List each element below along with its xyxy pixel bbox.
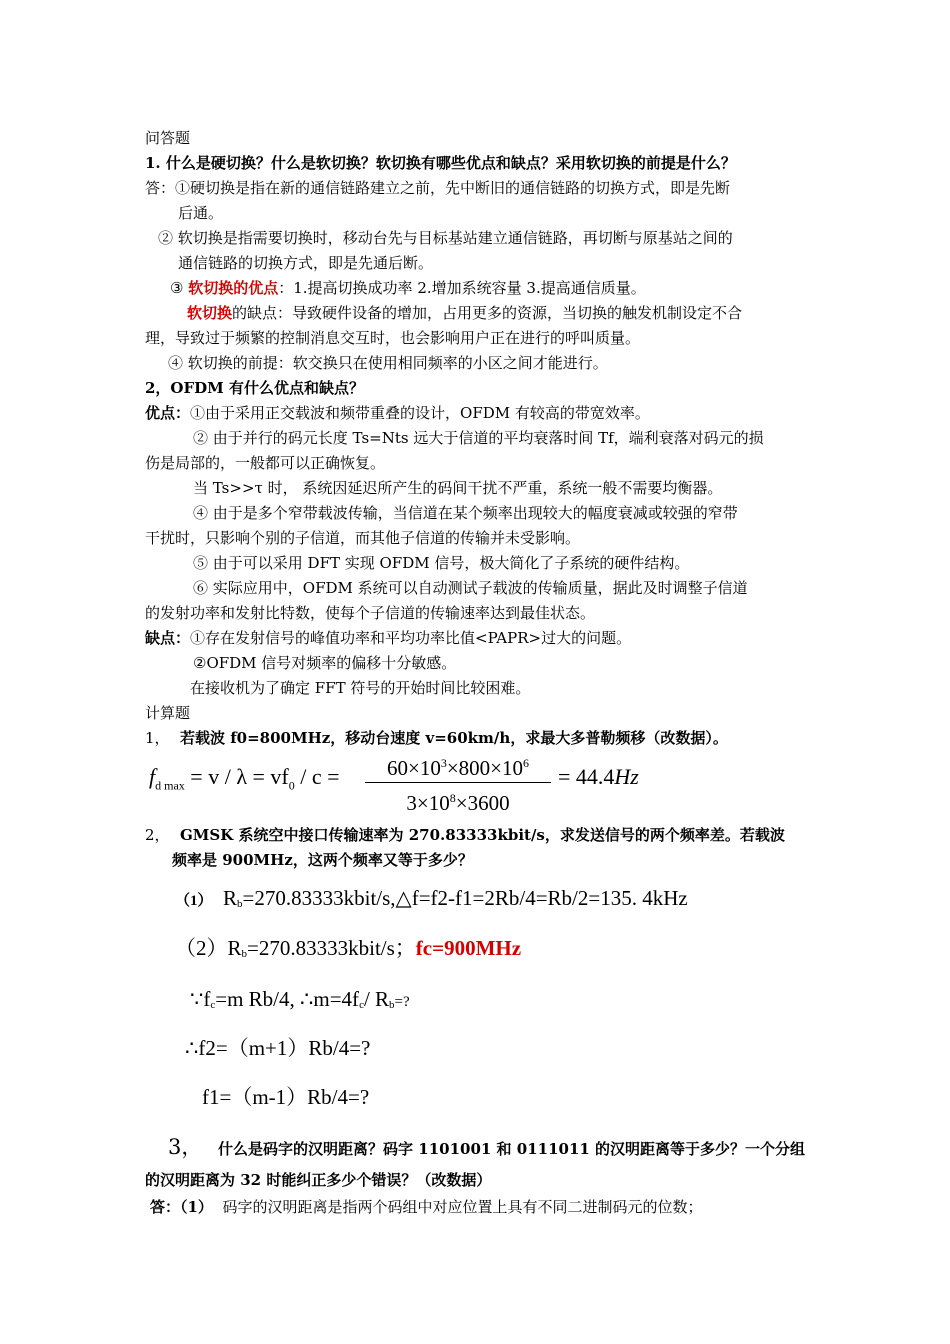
disadvantage-1-text: ①存在发射信号的峰值功率和平均功率比值<PAPR>过大的问题。 [190,629,632,647]
calc-1-number: 1， [145,729,170,747]
disadvantage-label: 缺点： [145,629,191,647]
advantage-4-line-2: 干扰时，只影响个别的子信道，而其他子信道的传输并未受影响。 [145,529,581,547]
advantage-3: 当 Ts>>τ 时， 系统因延迟所产生的码间干扰不严重，系统一般不需要均衡器。 [193,479,723,497]
disadvantage-2: ②OFDM 信号对频率的偏移十分敏感。 [193,654,457,672]
calc-3-text: 什么是码字的汉明距离？码字 1101001 和 0111011 的汉明距离等于多少？一个分组 [218,1140,806,1158]
calc-3-answer-text: 码字的汉明距离是指两个码组中对应位置上具有不同二进制码元的位数； [222,1198,703,1216]
calc-2-number: 2， [145,826,170,844]
answer-3-prefix: ③ [170,279,189,297]
calc-3-number: 3， [168,1135,203,1159]
disadvantage-line-1 [187,303,742,323]
doppler-formula [143,748,643,815]
calc-2-step-1: （1） Rb=270.83333kbit/s,△f=f2-f1=2Rb/4=Rb/2=135. 4kHz [175,886,688,910]
step-1-label: （1） [175,893,213,909]
soft-handoff-label: 软切换 [187,304,233,322]
formula-denominator: $3\times 10^8\times 3600$ [406,791,510,815]
calc-2-step-5: f1=（m-1）Rb/4=? [202,1085,370,1109]
disadvantage-line-2: 理，导致过于频繁的控制消息交互时，也会影响用户正在进行的呼叫质量。 [145,329,641,347]
calc-question-3-line-1 [168,1137,805,1159]
advantage-4-line-1: ④ 由于是多个窄带载波传输，当信道在某个频率出现较大的幅度衰减或较强的窄带 [193,504,738,522]
fraction-bar [365,782,551,783]
calc-1-text: 若载波 f0=800MHz，移动台速度 v=60km/h，求最大多普勒频移（改数据）。 [180,729,728,747]
disadvantage-3: 在接收机为了确定 FFT 符号的开始时间比较困难。 [190,679,531,697]
answer-2-line-2: 通信链路的切换方式，即是先通后断。 [178,254,434,272]
carrier-frequency-highlight: fc=900MHz [415,936,522,960]
advantage-6-line-2: 的发射功率和发射比特数，使每个子信道的传输速率达到最佳状态。 [145,604,596,622]
advantage-1 [145,403,650,423]
answer-3-rest: ：1.提高切换成功率 2.增加系统容量 3.提高通信质量。 [278,279,646,297]
calc-2-step-2: （2）Rb=270.83333kbit/s；fc=900MHz [175,936,522,960]
answer-2-line-1: ② 软切换是指需要切换时，移动台先与目标基站建立通信链路，再切断与原基站之间的 [158,229,733,247]
advantage-6-line-1: ⑥ 实际应用中，OFDM 系统可以自动测试子载波的传输质量，据此及时调整子信道 [193,579,748,597]
advantage-2-line-1: ② 由于并行的码元长度 Ts=Nts 远大于信道的平均衰落时间 Tf，端利衰落对码元的损 [193,429,764,447]
formula-numerator: $60\times 10^3\times 800\times 10^6$ [386,756,530,780]
calc-2-step-4: ∴f2=（m+1）Rb/4=? [185,1036,371,1060]
answer-4: ④ 软切换的前提：软交换只在使用相同频率的小区之间才能进行。 [168,354,608,372]
question-1: 1. 什么是硬切换？什么是软切换？软切换有哪些优点和缺点？采用软切换的前提是什么？ [145,154,736,172]
calc-question-1 [145,728,728,748]
calc-3-answer [150,1197,703,1217]
calc-3-answer-label: 答：（1） [150,1198,213,1216]
advantage-5: ⑤ 由于可以采用 DFT 实现 OFDM 信号，极大简化了子系统的硬件结构。 [193,554,690,572]
formula-fraction [365,750,551,816]
calc-2-step-3: ∵fc=m Rb/4, ∴m=4fc/ Rb=? [190,987,410,1011]
advantage-label: 优点： [145,404,191,422]
calc-question-2-line-1 [145,825,785,845]
answer-1-line-1: 答：①硬切换是指在新的通信链路建立之前，先中断旧的通信链路的切换方式，即是先断 [145,179,731,197]
calc-question-2-line-2: 频率是 900MHz，这两个频率又等于多少？ [172,851,473,869]
calc-2-text: GMSK 系统空中接口传输速率为 270.83333kbit/s，求发送信号的两个频率差。若载波 [180,826,785,844]
formula-lhs: $f_{d max} = v / \lambda = vf_0 / c$ = [149,764,340,793]
advantage-2-line-2: 伤是局部的，一般都可以正确恢复。 [145,454,386,472]
answer-1-line-2: 后通。 [178,204,224,222]
advantage-1-text: ①由于采用正交载波和频带重叠的设计，OFDM 有较高的带宽效率。 [190,404,650,422]
calc-section-title: 计算题 [145,704,191,722]
formula-result: = 44.4Hz [558,764,639,789]
disadvantage-1 [145,628,631,648]
soft-handoff-advantage-label: 软切换的优点 [188,279,279,297]
disadvantage-rest: 的缺点：导致硬件设备的增加，占用更多的资源，当切换的触发机制设定不合 [232,304,743,322]
answer-3 [170,278,646,298]
question-2: 2，OFDM 有什么优点和缺点？ [145,379,364,397]
calc-question-3-line-2: 的汉明距离为 32 时能纠正多少个错误？（改数据） [145,1171,492,1189]
qa-section-title: 问答题 [145,129,191,147]
